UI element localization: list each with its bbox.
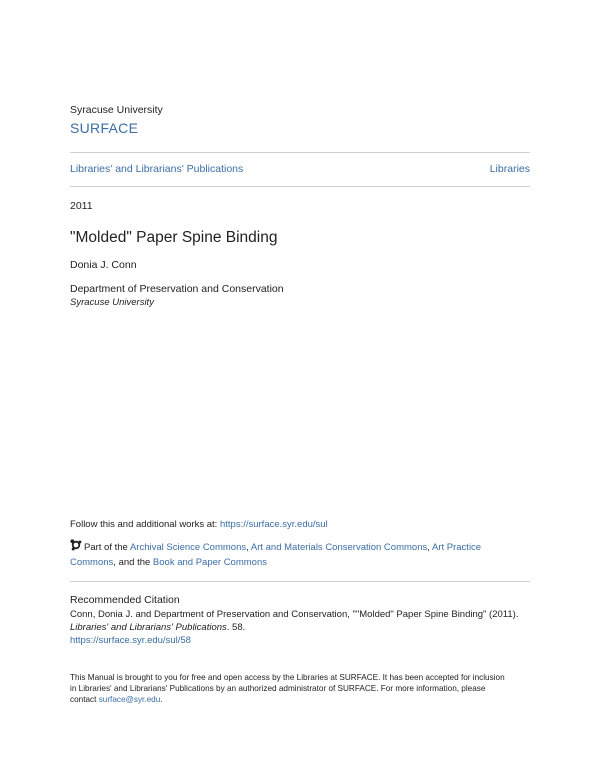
citation-url-link[interactable]: https://surface.syr.edu/sul/58 bbox=[70, 635, 191, 646]
citation-line: Conn, Donia J. and Department of Preservation and Conservation, ""Molded" Paper Spine Binding" (2011). bbox=[70, 609, 519, 620]
page-title: "Molded" Paper Spine Binding bbox=[70, 229, 278, 246]
separator: , bbox=[427, 542, 432, 553]
citation-series: Libraries' and Librarians' Publications bbox=[70, 622, 227, 633]
parent-collection-link[interactable]: Libraries bbox=[489, 163, 530, 175]
part-of-commons bbox=[70, 539, 510, 570]
book-paper-commons-link[interactable]: Book and Paper Commons bbox=[152, 557, 267, 568]
footer-end: . bbox=[160, 695, 163, 704]
publication-year: 2011 bbox=[70, 200, 93, 212]
collection-link[interactable]: Libraries' and Librarians' Publications bbox=[70, 163, 244, 175]
citation-number: . 58. bbox=[226, 622, 246, 633]
divider-nav bbox=[70, 186, 530, 187]
part-of-prefix: Part of the bbox=[84, 542, 130, 553]
divider-citation bbox=[70, 581, 530, 582]
separator: , and the bbox=[113, 557, 153, 568]
follow-prefix: Follow this and additional works at: bbox=[70, 519, 220, 530]
citation-body bbox=[70, 608, 540, 647]
repository-link[interactable]: SURFACE bbox=[70, 120, 139, 136]
follow-url-link[interactable]: https://surface.syr.edu/sul bbox=[219, 519, 328, 530]
citation-heading: Recommended Citation bbox=[70, 594, 180, 606]
contact-email-link[interactable]: surface@syr.edu bbox=[98, 695, 161, 704]
follow-line bbox=[70, 519, 328, 530]
author-department: Department of Preservation and Conservation bbox=[70, 283, 284, 295]
divider-top bbox=[70, 152, 530, 153]
author-name: Donia J. Conn bbox=[70, 259, 137, 271]
art-practice-commons-link[interactable]: Art Practice Commons bbox=[70, 542, 482, 568]
footer-text: This Manual is brought to you for free and open access by the Libraries at SURFACE. It has been accepted for inclusion in Libraries' and Librarians' Publications by an authorized administrator of SURFACE. For more information, please contact bbox=[70, 673, 505, 704]
institution-name: Syracuse University bbox=[70, 104, 163, 116]
footer-notice bbox=[70, 672, 510, 705]
separator: , bbox=[246, 542, 251, 553]
author-affiliation: Syracuse University bbox=[70, 297, 154, 308]
art-materials-conservation-commons-link[interactable]: Art and Materials Conservation Commons bbox=[250, 542, 428, 553]
archival-science-commons-link[interactable]: Archival Science Commons bbox=[129, 542, 247, 553]
commons-network-icon bbox=[70, 539, 82, 551]
citation-series-line bbox=[70, 621, 540, 634]
